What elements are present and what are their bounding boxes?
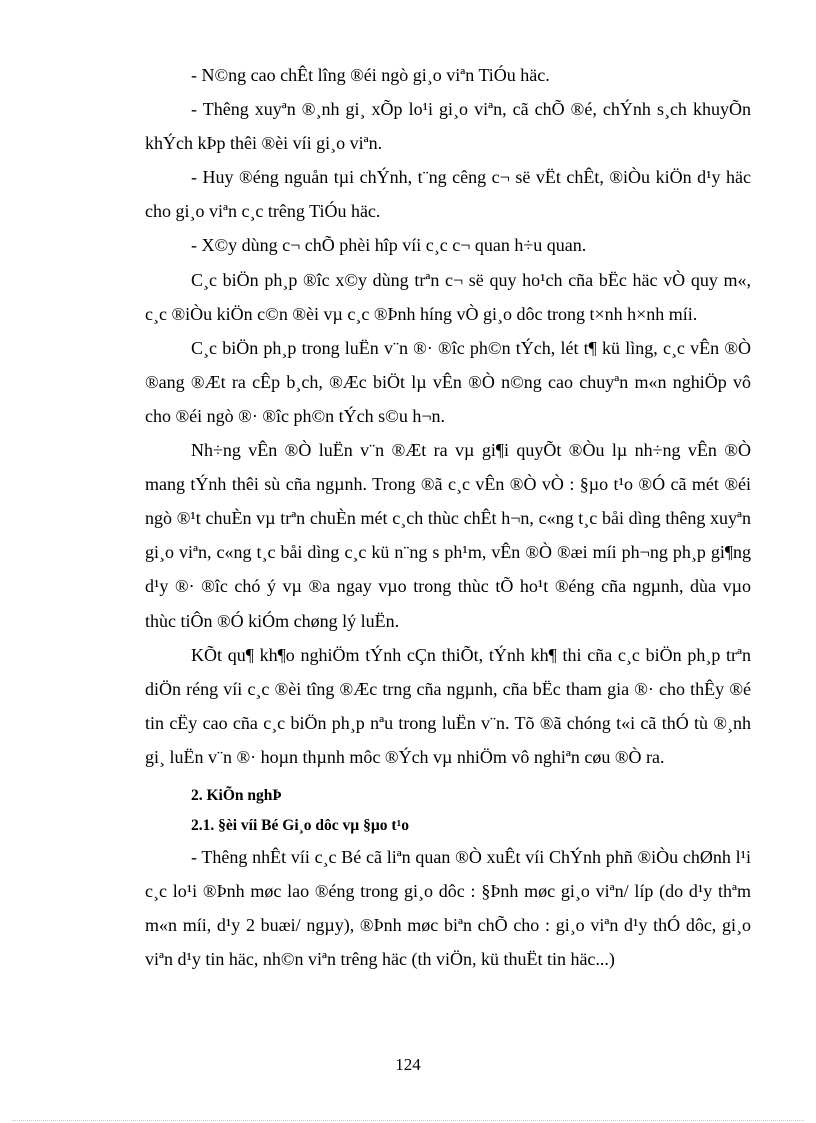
page-bottom-border (12, 1120, 804, 1121)
paragraph-6: C¸c biÖn ph¸p trong luËn v¨n ®· ®îc ph©n tÝch, lét t¶ kü lìng, c¸c vÊn ®Ò ®ang ®Æt ra cÊp b¸ch, ®Æc biÖt lµ vÊn ®Ò n©ng cao chuyªn m«n nghiÖp vô cho ®éi ngò ®· ®îc ph©n tÝch s©u h¬n. (145, 337, 751, 426)
paragraph-9: - Thêng nhÊt víi c¸c Bé cã liªn quan ®Ò xuÊt víi ChÝnh phñ ®iÒu chØnh l¹i c¸c lo¹i ®Þnh møc lao ®éng trong gi¸o dôc : §Þnh møc gi¸o viªn/ líp (do d¹y thªm m«n míi, d¹y 2 buæi/ ngµy), ®Þnh møc biªn chÕ cho : gi¸o viªn d¹y thÓ dôc, gi¸o viªn d¹y tin häc, nh©n viªn trêng häc (th viÖn, kü thuËt tin häc...) (145, 846, 751, 970)
page-number: 124 (395, 1055, 421, 1074)
paragraph-8: KÕt qu¶ kh¶o nghiÖm tÝnh cÇn thiÕt, tÝnh kh¶ thi cña c¸c biÖn ph¸p trªn diÖn réng víi c¸c ®èi tîng ®Æc trng cña ngµnh, cña bËc tham gia ®· cho thÊy ®é tin cËy cao cña c¸c biÖn ph¸p nªu trong luËn v¨n. Tõ ®ã chóng t«i cã thÓ tù ®¸nh gi¸ luËn v¨n ®· hoµn thµnh môc ®Ých vµ nhiÖm vô nghiªn cøu ®Ò ra. (145, 644, 751, 767)
section-heading: 2. KiÕn nghÞ (191, 786, 282, 804)
paragraph-4: - X©y dùng c¬ chÕ phèi hîp víi c¸c c¬ quan h÷u quan. (191, 235, 587, 256)
paragraph-5: C¸c biÖn ph¸p ®îc x©y dùng trªn c¬ së quy ho¹ch cña bËc häc vÒ quy m«, c¸c ®iÒu kiÖn c©n ®èi vµ c¸c ®Þnh híng vÒ gi¸o dôc trong t×nh h×nh míi. (145, 269, 751, 324)
page-content (145, 58, 751, 976)
paragraph-3: - Huy ®éng nguån tµi chÝnh, t¨ng cêng c¬ së vËt chÊt, ®iÒu kiÖn d¹y häc cho gi¸o viªn c¸c trêng TiÓu häc. (145, 167, 751, 222)
paragraph-7: Nh÷ng vÊn ®Ò luËn v¨n ®Æt ra vµ gi¶i quyÕt ®Òu lµ nh÷ng vÊn ®Ò mang tÝnh thêi sù cña ngµnh. Trong ®ã c¸c vÊn ®Ò vÒ : §µo t¹o ®Ó cã mét ®éi ngò ®¹t chuÈn vµ trªn chuÈn mét c¸ch thùc chÊt h¬n, c«ng t¸c båi dìng thêng xuyªn gi¸o viªn, c«ng t¸c båi dìng c¸c kü n¨ng s ph¹m, vÊn ®Ò ®æi míi ph¬ng ph¸p gi¶ng d¹y ®· ®îc chó ý vµ ®a ngay vµo trong thùc tÕ ho¹t ®éng cña ngµnh, dùa vµo thùc tiÔn ®Ó kiÓm chøng lý luËn. (145, 440, 751, 631)
subsection-heading: 2.1. §èi víi Bé Gi¸o dôc vµ §µo t¹o (191, 816, 409, 834)
paragraph-1: - N©ng cao chÊt lîng ®éi ngò gi¸o viªn TiÓu häc. (191, 65, 550, 85)
paragraph-2: - Thêng xuyªn ®¸nh gi¸ xÕp lo¹i gi¸o viªn, cã chÕ ®é, chÝnh s¸ch khuyÕn khÝch kÞp thêi ®èi víi gi¸o viªn. (145, 99, 751, 154)
